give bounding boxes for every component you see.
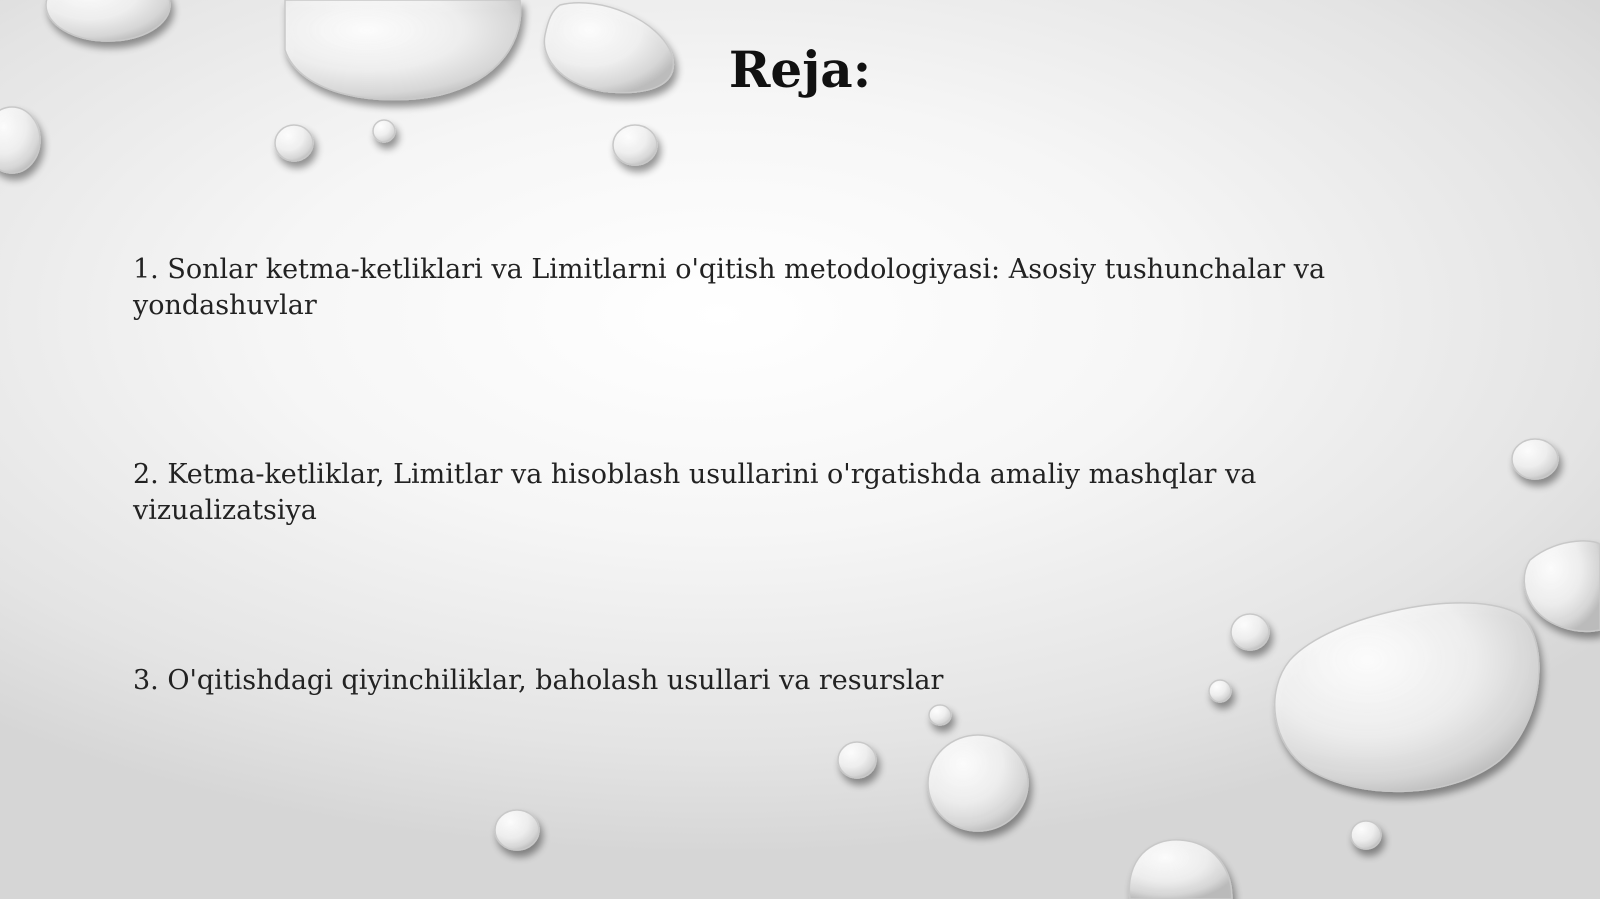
water-drop xyxy=(46,0,170,41)
slide-title: Reja: xyxy=(728,40,872,99)
plan-item-2: 2. Ketma-ketliklar, Limitlar va hisoblash usullarini o'rgatishda amaliy mashqlar va vizualizatsiya xyxy=(133,459,1257,526)
water-drop xyxy=(0,107,40,173)
water-drop xyxy=(613,125,657,165)
water-drop xyxy=(928,735,1028,831)
plan-item-1: 1. Sonlar ketma-ketliklari va Limitlarni o'qitish metodologiyasi: Asosiy tushunchalar va yondashuvlar xyxy=(133,254,1326,321)
water-drop xyxy=(838,742,876,778)
water-drop xyxy=(1524,541,1600,631)
water-drop xyxy=(1129,840,1232,899)
water-drop xyxy=(275,125,313,161)
water-drop xyxy=(1231,614,1269,650)
water-drop xyxy=(495,810,539,850)
plan-item-3: 3. O'qitishdagi qiyinchiliklar, baholash usullari va resurslar xyxy=(133,665,944,696)
water-drop xyxy=(373,120,395,142)
water-drop xyxy=(1351,821,1381,849)
water-drop xyxy=(929,705,951,725)
water-drop xyxy=(1512,439,1558,479)
